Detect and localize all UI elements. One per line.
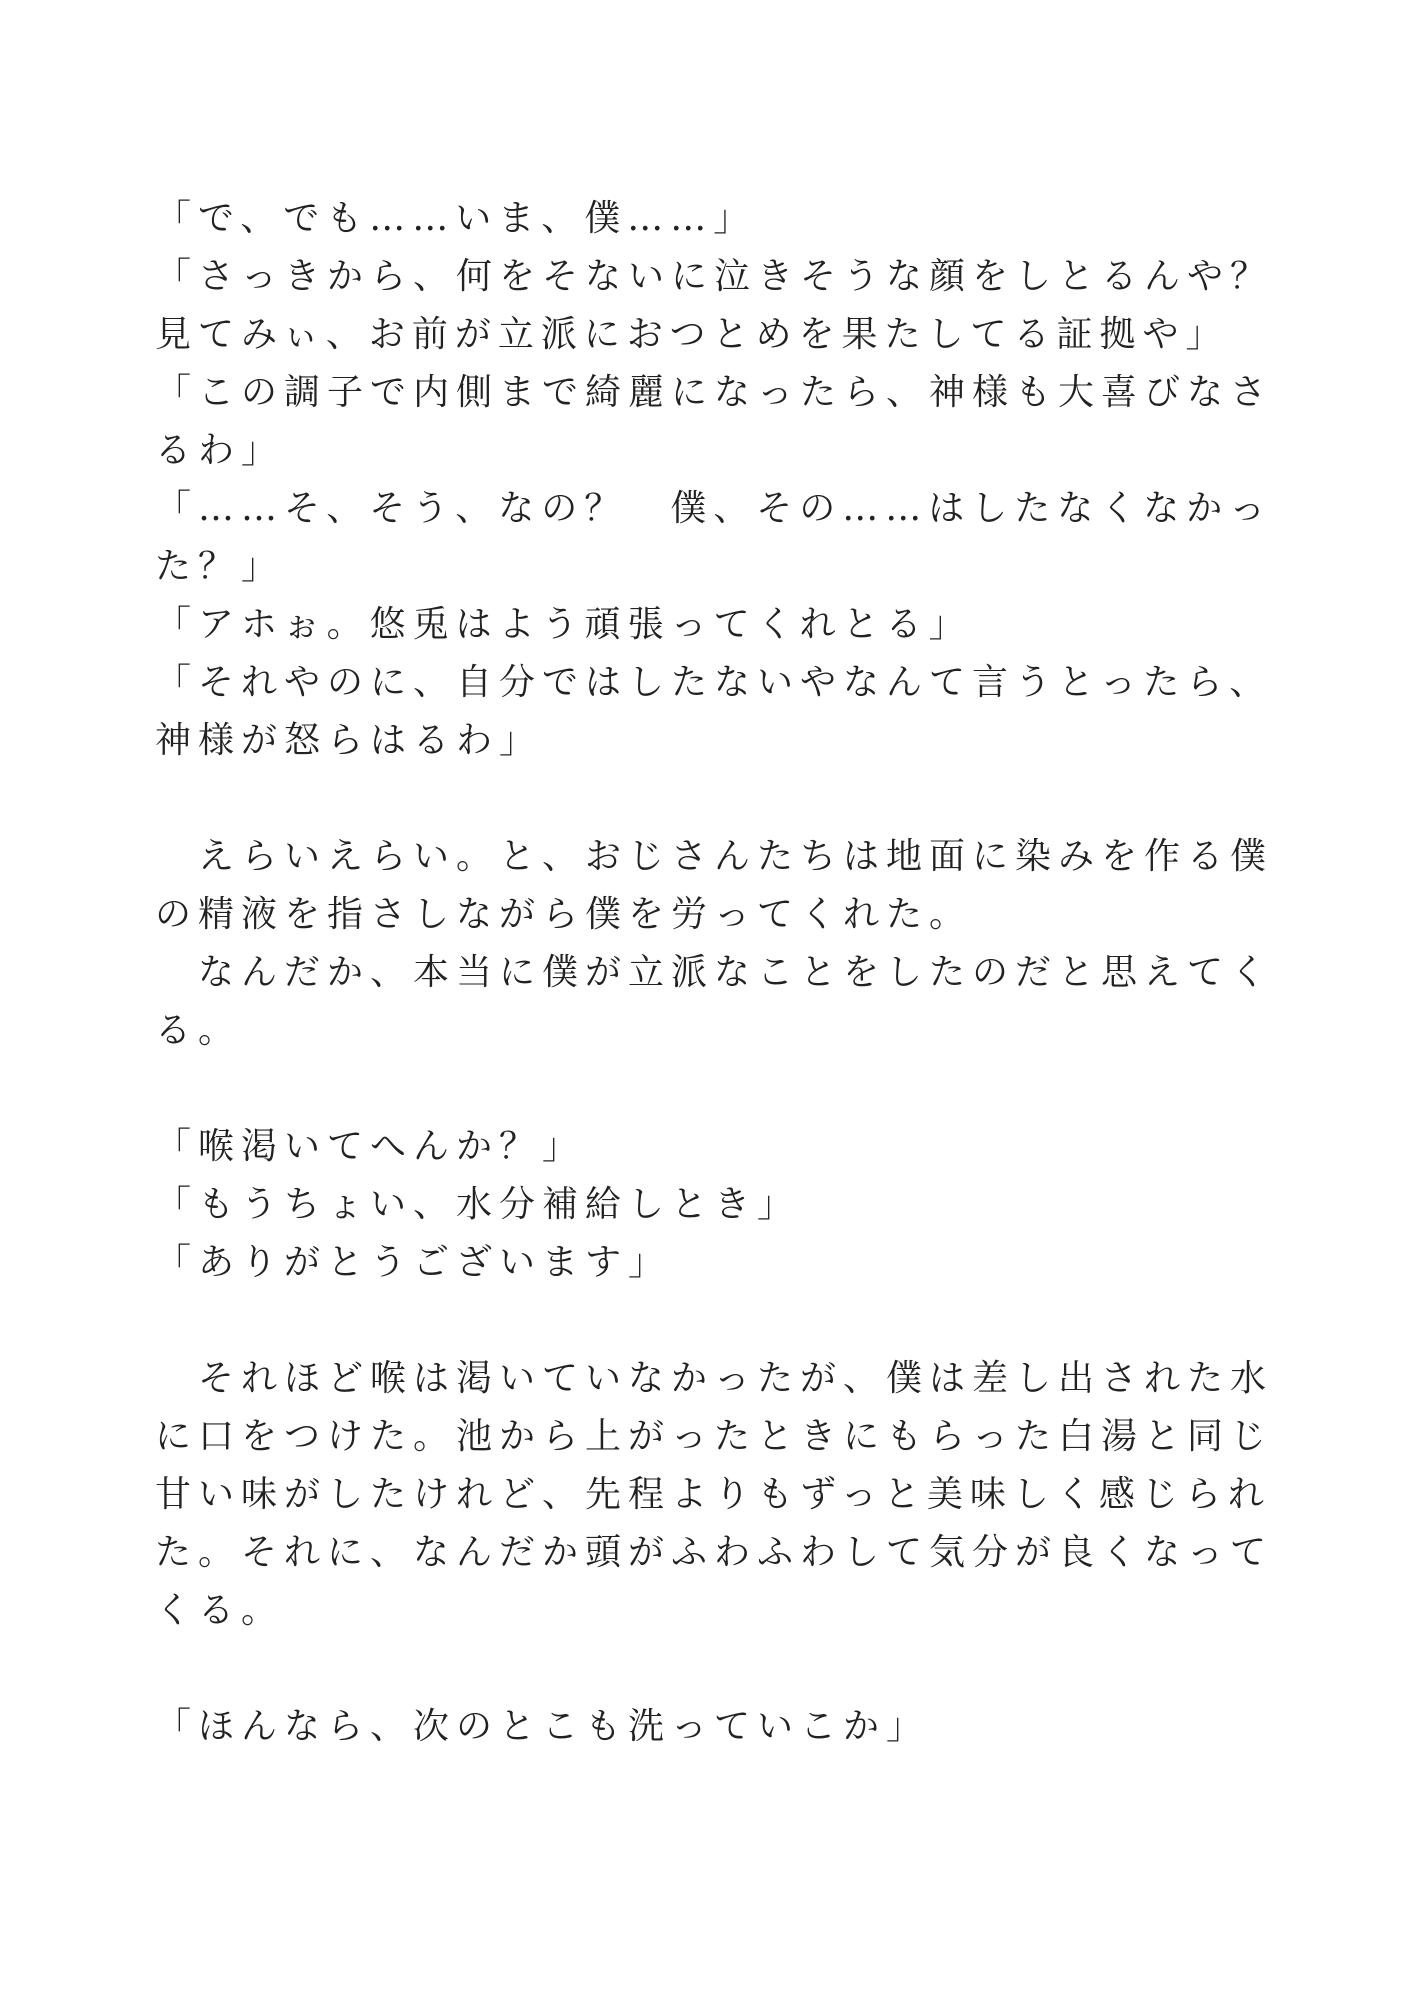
text-line: 「さっきから、何をそないに泣きそうな顔をしとるんや？ <box>155 256 1274 297</box>
text-line: た？」 <box>155 546 285 587</box>
text-line: 「喉渇いてへんか？」 <box>155 1126 586 1167</box>
text-line: の精液を指さしながら僕を労ってくれた。 <box>155 894 973 935</box>
text-line: 「それやのに、自分ではしたないやなんて言うとったら、 <box>155 662 1273 703</box>
text-line: 見てみぃ、お前が立派におつとめを果たしてる証拠や」 <box>155 314 1229 355</box>
blank-line <box>155 1292 1280 1350</box>
text-line: 「で、でも……いま、僕……」 <box>155 198 757 239</box>
text-line: る。 <box>155 1010 242 1051</box>
text-line: なんだか、本当に僕が立派なことをしたのだと思えてく <box>155 952 1274 993</box>
text-line: た。それに、なんだか頭がふわふわして気分が良くなって <box>155 1532 1274 1573</box>
text-line: 「この調子で内側まで綺麗になったら、神様も大喜びなさ <box>155 372 1274 413</box>
blank-line <box>155 1640 1280 1698</box>
text-line: 「……そ、そう、なの？ 僕、その……はしたなくなかっ <box>155 488 1273 529</box>
text-line: 「ほんなら、次のとこも洗っていこか」 <box>155 1706 930 1747</box>
text-line: 神様が怒らはるわ」 <box>155 720 543 761</box>
blank-line <box>155 1060 1280 1118</box>
text-line: えらいえらい。と、おじさんたちは地面に染みを作る僕 <box>155 836 1274 877</box>
text-line: 甘い味がしたけれど、先程よりもずっと美味しく感じられ <box>155 1474 1271 1515</box>
text-line: るわ」 <box>155 430 285 471</box>
blank-line <box>155 770 1280 828</box>
text-line: 「アホぉ。悠兎はよう頑張ってくれとる」 <box>155 604 972 645</box>
text-line: くる。 <box>155 1590 285 1631</box>
text-line: に口をつけた。池から上がったときにもらった白湯と同じ <box>155 1416 1274 1457</box>
text-line: 「もうちょい、水分補給しとき」 <box>155 1184 801 1225</box>
text-line: 「ありがとうございます」 <box>155 1242 672 1283</box>
text-block <box>155 190 1280 1756</box>
text-line: それほど喉は渇いていなかったが、僕は差し出された水 <box>155 1358 1274 1399</box>
